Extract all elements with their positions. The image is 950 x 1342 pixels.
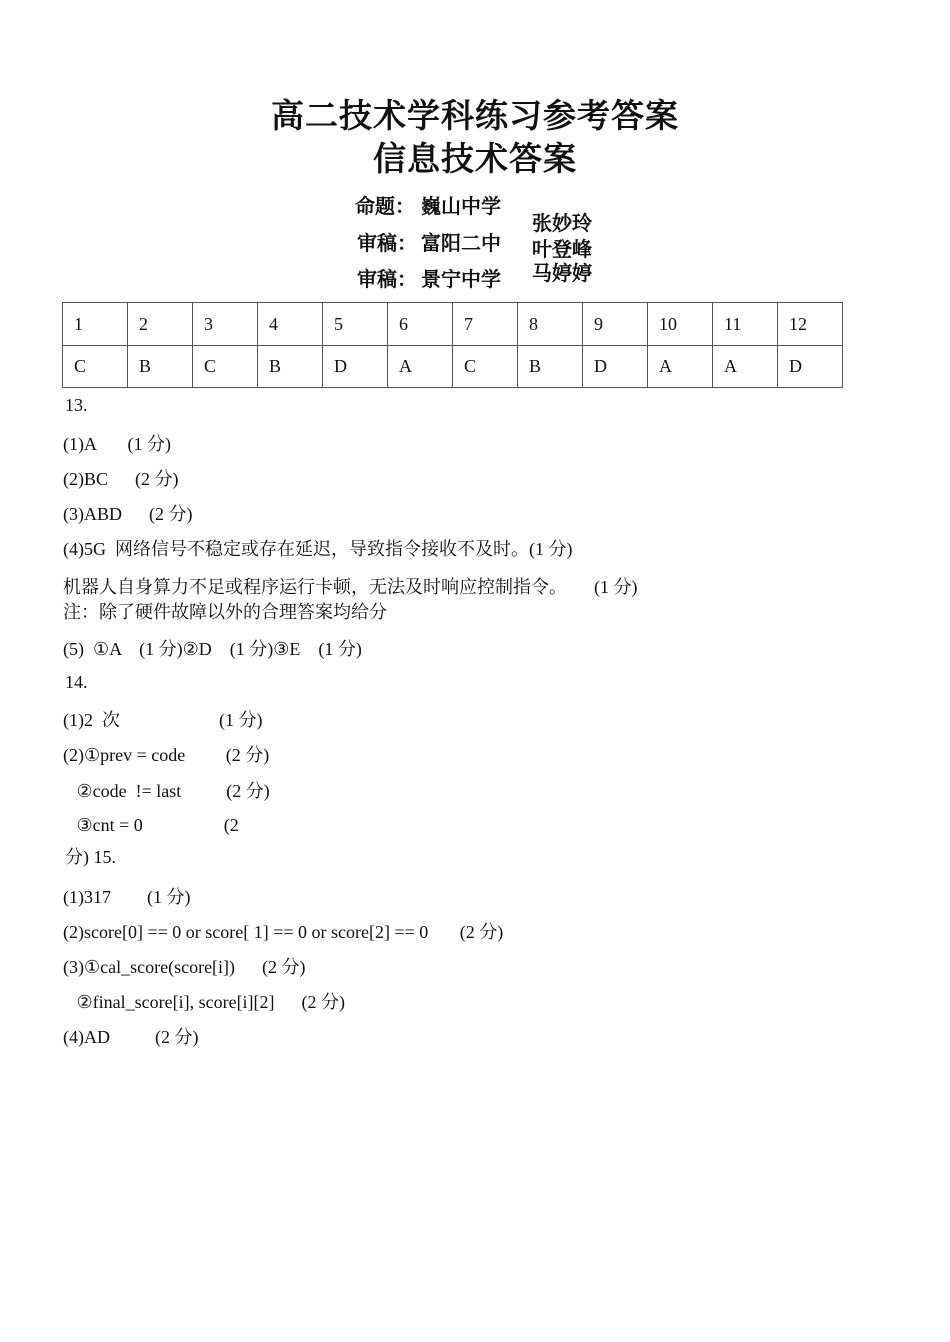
credit-school-3: 景宁中学 <box>421 267 501 291</box>
answer-line: 机器人自身算力不足或程序运行卡顿，无法及时响应控制指令。 (1 分) <box>63 577 638 597</box>
answer-line: (2)score[0] == 0 or score[ 1] == 0 or score[2] == 0 (2 分) <box>63 922 504 942</box>
table-cell: 10 <box>648 303 713 346</box>
answer-line: 分) 15. <box>65 847 116 867</box>
table-cell: 7 <box>453 303 518 346</box>
table-cell: 4 <box>258 303 323 346</box>
table-cell: 2 <box>128 303 193 346</box>
answer-line: (4)5G 网络信号不稳定或存在延迟，导致指令接收不及时。(1 分) <box>63 539 573 559</box>
table-cell: 5 <box>323 303 388 346</box>
table-cell: 6 <box>388 303 453 346</box>
page-title-line2: 信息技术答案 <box>373 139 577 178</box>
credit-person-1: 张妙玲 <box>532 211 592 235</box>
table-cell: D <box>778 346 843 388</box>
section-13-heading: 13. <box>65 395 88 415</box>
table-cell: 8 <box>518 303 583 346</box>
table-cell: D <box>323 346 388 388</box>
credit-school-1: 巍山中学 <box>421 194 501 218</box>
table-cell: A <box>388 346 453 388</box>
table-cell: 1 <box>63 303 128 346</box>
table-cell: B <box>258 346 323 388</box>
table-cell: B <box>518 346 583 388</box>
table-cell: C <box>193 346 258 388</box>
table-cell: D <box>583 346 648 388</box>
answer-line: (2)BC (2 分) <box>63 469 179 489</box>
note-line: 注：除了硬件故障以外的合理答案均给分 <box>63 602 387 622</box>
answer-table <box>62 302 843 388</box>
table-cell: 9 <box>583 303 648 346</box>
answer-line: (1)2 次 (1 分) <box>63 710 263 730</box>
credit-school-2: 富阳二中 <box>421 231 501 255</box>
answer-line: (5) ①A (1 分)②D (1 分)③E (1 分) <box>63 639 362 659</box>
answer-table-answer-row <box>63 346 843 388</box>
credit-role-2: 审稿： <box>357 231 417 255</box>
table-cell: B <box>128 346 193 388</box>
answer-line: (3)①cal_score(score[i]) (2 分) <box>63 957 306 977</box>
answer-line: (4)AD (2 分) <box>63 1027 199 1047</box>
credit-role-3: 审稿： <box>357 267 417 291</box>
answer-line: (1)317 (1 分) <box>63 887 191 907</box>
answer-line: (3)ABD (2 分) <box>63 504 193 524</box>
answer-line: (2)①prev = code (2 分) <box>63 745 270 765</box>
table-cell: 3 <box>193 303 258 346</box>
answer-table-number-row <box>63 303 843 346</box>
table-cell: 11 <box>713 303 778 346</box>
table-cell: 12 <box>778 303 843 346</box>
credit-person-2: 叶登峰 <box>532 237 592 261</box>
credit-person-3: 马婷婷 <box>532 261 592 285</box>
answer-line: (1)A (1 分) <box>63 434 171 454</box>
answer-line: ②code != last (2 分) <box>63 781 270 801</box>
answer-line: ②final_score[i], score[i][2] (2 分) <box>63 992 346 1012</box>
credit-role-1: 命题： <box>355 194 415 218</box>
table-cell: C <box>63 346 128 388</box>
section-14-heading: 14. <box>65 672 88 692</box>
answer-line: ③cnt = 0 (2 <box>63 815 239 835</box>
table-cell: A <box>648 346 713 388</box>
table-cell: C <box>453 346 518 388</box>
page-title-line1: 高二技术学科练习参考答案 <box>271 96 679 135</box>
table-cell: A <box>713 346 778 388</box>
